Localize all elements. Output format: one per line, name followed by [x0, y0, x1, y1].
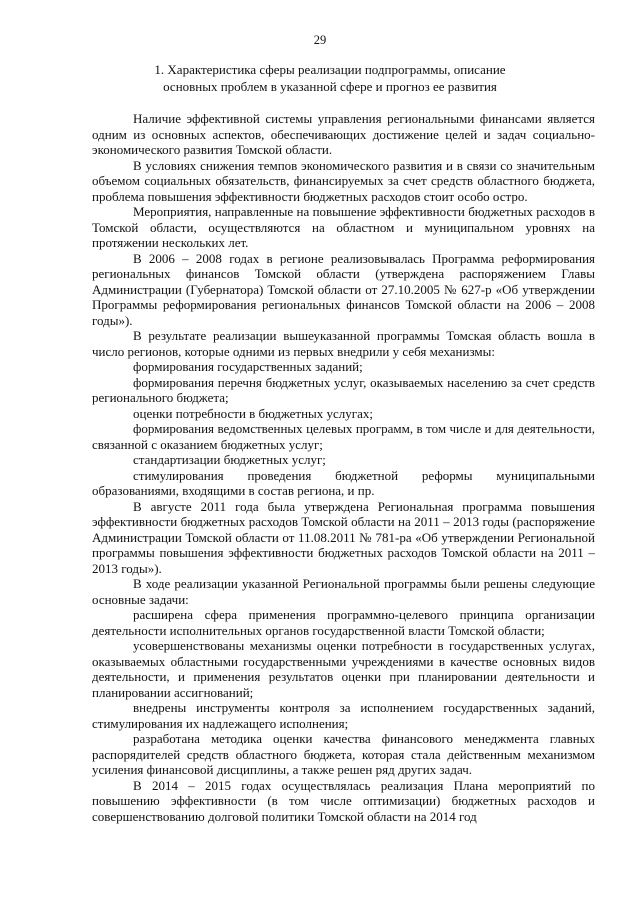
- paragraph: Наличие эффективной системы управления региональными финансами является одним из основных аспектов, обеспечивающих достижение целей и задач социально-экономического развития Томской области.: [92, 111, 595, 157]
- body-text: [92, 111, 595, 824]
- list-item: разработана методика оценки качества финансового менеджмента главных распорядителей средств областного бюджета, которая стала действенным механизмом усиления финансовой дисциплины, а также решен ряд других задач.: [92, 731, 595, 777]
- paragraph: В результате реализации вышеуказанной программы Томская область вошла в число регионов, которые одними из первых внедрили у себя механизмы:: [92, 328, 595, 359]
- paragraph: В 2014 – 2015 годах осуществлялась реализация Плана мероприятий по повышению эффективности (в том числе оптимизации) бюджетных расходов и совершенствованию долговой политики Томской области на 2014 год: [92, 777, 595, 824]
- list-item: внедрены инструменты контроля за исполнением государственных заданий, стимулирования их надлежащего исполнения;: [92, 700, 595, 731]
- paragraph: В августе 2011 года была утверждена Региональная программа повышения эффективности бюджетных расходов Томской области на 2011 – 2013 годы (распоряжение Администрации Томской области от 11.08.2011 № 781-ра «Об утверждении Региональной программы повышения эффективности бюджетных расходов Томской области на 2011 – 2013 годы»).: [92, 498, 595, 576]
- section-heading-line-2: основных проблем в указанной сфере и прогноз ее развития: [163, 79, 497, 94]
- paragraph: В условиях снижения темпов экономического развития и в связи со значительным объемом социальных обязательств, финансируемых за счет средств областного бюджета, проблема повышения эффективности бюджетных расходов стоит особо остро.: [92, 157, 595, 204]
- list-item: стимулирования проведения бюджетной реформы муниципальными образованиями, входящими в состав региона, и пр.: [92, 467, 595, 498]
- list-item: оценки потребности в бюджетных услугах;: [133, 405, 373, 421]
- list-item: формирования перечня бюджетных услуг, оказываемых населению за счет средств регионального бюджета;: [92, 374, 595, 405]
- page-number: 29: [313, 33, 327, 47]
- section-heading: [110, 61, 550, 95]
- list-item: стандартизации бюджетных услуг;: [133, 452, 326, 467]
- list-item: формирования государственных заданий;: [133, 359, 363, 374]
- list-item: формирования ведомственных целевых программ, в том числе и для деятельности, связанной с оказанием бюджетных услуг;: [92, 421, 595, 452]
- section-heading-line-1: 1. Характеристика сферы реализации подпрограммы, описание: [154, 62, 506, 77]
- paragraph: В 2006 – 2008 годах в регионе реализовывалась Программа реформирования региональных финансов Томской области (утверждена распоряжением Главы Администрации (Губернатора) Томской области от 27.10.2005 № 627-р «Об утверждении Программы реформирования региональных финансов Томской области на 2006 – 2008 годы»).: [92, 250, 595, 328]
- list-item: расширена сфера применения программно-целевого принципа организации деятельности исполнительных органов государственной власти Томской области;: [92, 607, 595, 638]
- paragraph: Мероприятия, направленные на повышение эффективности бюджетных расходов в Томской области, осуществляются на областном и муниципальном уровнях на протяжении нескольких лет.: [92, 204, 595, 250]
- paragraph: В ходе реализации указанной Региональной программы были решены следующие основные задачи:: [92, 576, 595, 607]
- list-item: усовершенствованы механизмы оценки потребности в государственных услугах, оказываемых областными государственными учреждениями в качестве основных видов деятельности, и применения результатов оценки при планировании деятельности и планировании ассигнований;: [92, 638, 595, 700]
